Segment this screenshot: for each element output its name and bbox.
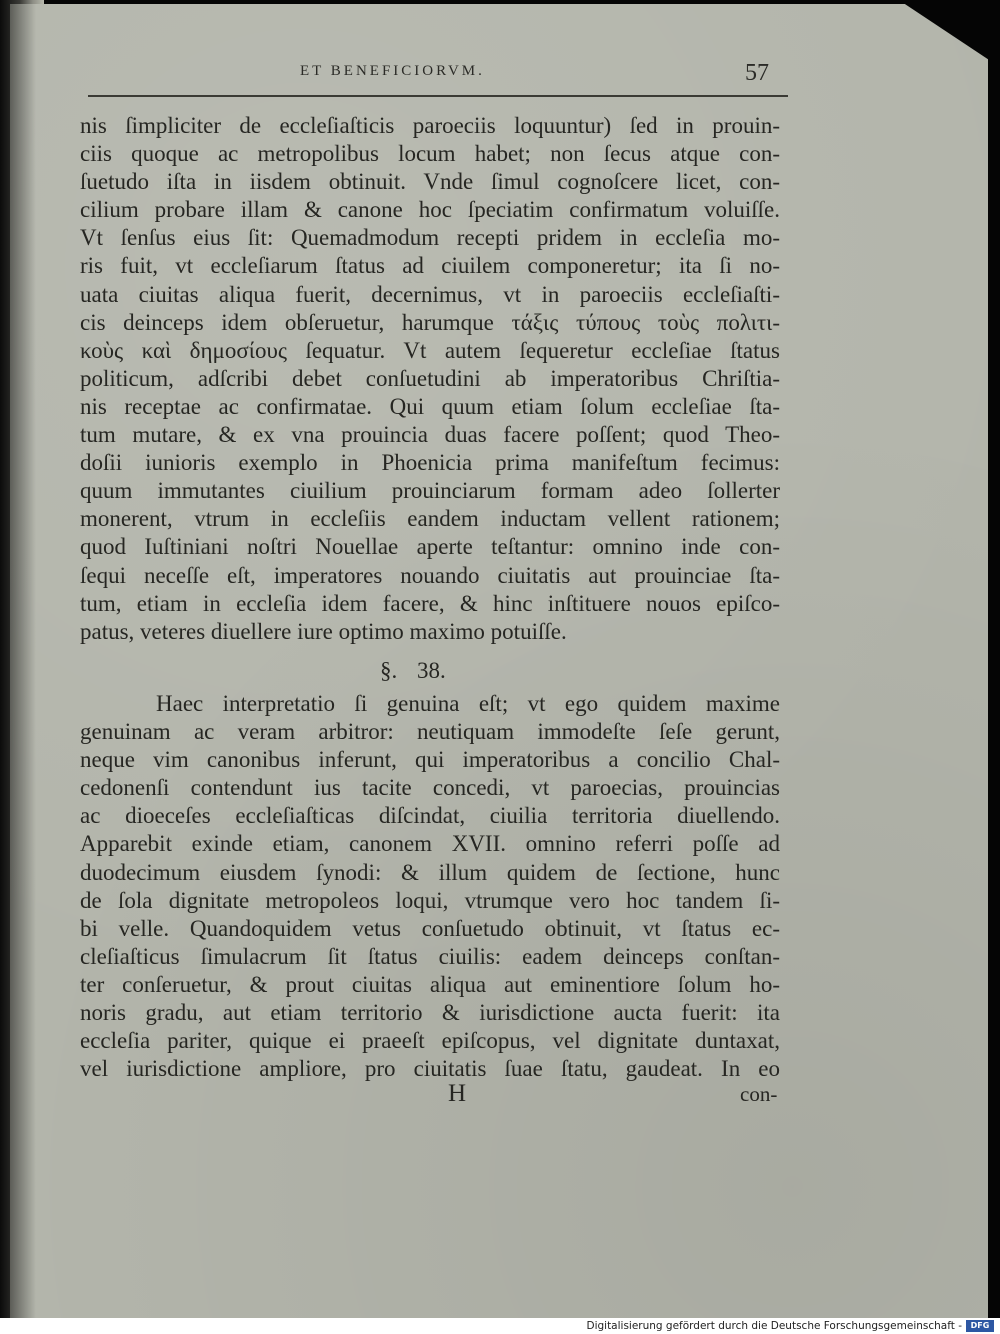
text-line: nis receptae ac confirmatae. Qui quum etiam ſolum eccleſiae ſta- xyxy=(80,393,780,419)
running-head: ET BENEFICIORVM. xyxy=(300,63,485,79)
dfg-logo-icon[interactable]: DFG xyxy=(966,1320,994,1332)
signature-mark: H xyxy=(448,1080,467,1107)
text-line: eccleſia pariter, quique ei praeeſt epiſcopus, vel dignitate duntaxat, xyxy=(80,1028,780,1054)
text-line: Haec interpretatio ſi genuina eſt; vt ego quidem maxime xyxy=(156,691,780,716)
paragraph-2 xyxy=(80,690,780,1083)
text-line: ter conſeruetur, & prout ciuitas aliqua aut eminentiore ſolum ho- xyxy=(80,971,780,997)
text-line: doſii iunioris exemplo in Phoenicia prima manifeſtum fecimus: xyxy=(80,450,780,476)
text-line: ris fuit, vt eccleſiarum ſtatus ad ciuilem componeretur; ita ſi no- xyxy=(80,253,780,279)
page-number: 57 xyxy=(745,60,769,86)
text-line: vel iurisdictione ampliore, pro ciuitatis ſuae ſtatu, gaudeat. In eo xyxy=(80,1056,780,1082)
text-line: uata ciuitas aliqua fuerit, decernimus, vt in paroeciis eccleſiaſti- xyxy=(80,281,780,307)
text-line: de ſola dignitate metropoleos loqui, vtrumque vero hoc tandem ſi- xyxy=(80,887,780,913)
header-rule xyxy=(88,95,788,97)
text-line: cedonenſi contendunt ius tacite concedi, vt paroecias, prouincias xyxy=(80,775,780,801)
text-line: patus, veteres diuellere iure optimo maximo potuiſſe. xyxy=(80,618,567,644)
text-line: genuinam ac veram arbitror: neutiquam immodeſte ſeſe gerunt, xyxy=(80,719,780,745)
catchword: con- xyxy=(740,1082,778,1106)
text-line: noris gradu, aut etiam territorio & iurisdictione aucta fuerit: ita xyxy=(80,1000,780,1026)
text-line: tum, etiam in eccleſia idem facere, & hinc inſtituere nouos epiſco- xyxy=(80,590,780,616)
section-heading: §. 38. xyxy=(380,658,446,683)
page-gutter-shadow xyxy=(10,4,36,1318)
text-line: cis deinceps idem obſeruetur, harumque τάξις τύπους τοὺς πολιτι- xyxy=(80,309,780,335)
text-line: bi velle. Quandoquidem vetus conſuetudo obtinuit, vt ſtatus ec- xyxy=(80,915,780,941)
text-line: monerent, vtrum in eccleſiis eandem inductam vellent rationem; xyxy=(80,506,780,532)
text-line: politicum, adſcribi debet conſuetudini ab imperatoribus Chriſtia- xyxy=(80,365,780,391)
text-line: quod Iuſtiniani noſtri Nouellae aperte teſtantur: omnino inde con- xyxy=(80,534,780,560)
text-line: nis ſimpliciter de eccleſiaſticis paroeciis loquuntur) ſed in prouin- xyxy=(80,113,780,138)
text-line: cleſiaſticus ſimulacrum ſit ſtatus ciuilis: eadem deinceps conſtan- xyxy=(80,943,780,969)
text-line: Vt ſenſus eius ſit: Quemadmodum recepti pridem in eccleſia mo- xyxy=(80,225,780,251)
text-line: duodecimum eiusdem ſynodi: & illum quidem de ſectione, hunc xyxy=(80,859,780,885)
paragraph-1 xyxy=(80,112,780,646)
text-line: ſuetudo iſta in iisdem obtinuit. Vnde ſimul cognoſcere licet, con- xyxy=(80,169,780,195)
funding-note: Digitalisierung gefördert durch die Deutsche Forschungsgemeinschaft - xyxy=(586,1320,962,1332)
text-line: κοὺς καὶ δημοσίους ſequatur. Vt autem ſequeretur eccleſiae ſtatus xyxy=(80,337,780,363)
text-line: ac dioeceſes eccleſiaſticas diſcindat, ciuilia territoria diuellendo. xyxy=(80,803,780,829)
text-line: tum mutare, & ex vna prouincia duas facere poſſent; quod Theo- xyxy=(80,422,780,448)
text-line: Apparebit exinde etiam, canonem XVII. omnino referri poſſe ad xyxy=(80,831,780,857)
text-line: ſequi neceſſe eſt, imperatores nouando ciuitatis aut prouinciae ſta- xyxy=(80,562,780,588)
text-line: ciis quoque ac metropolibus locum habet; non ſecus atque con- xyxy=(80,141,780,167)
text-line: cilium probare illam & canone hoc ſpeciatim confirmatum voluiſſe. xyxy=(80,197,780,223)
text-line: neque vim canonibus inferunt, qui imperatoribus a concilio Chal- xyxy=(80,747,780,773)
text-line: quum immutantes ciuilium prouinciarum formam adeo ſollerter xyxy=(80,478,780,504)
